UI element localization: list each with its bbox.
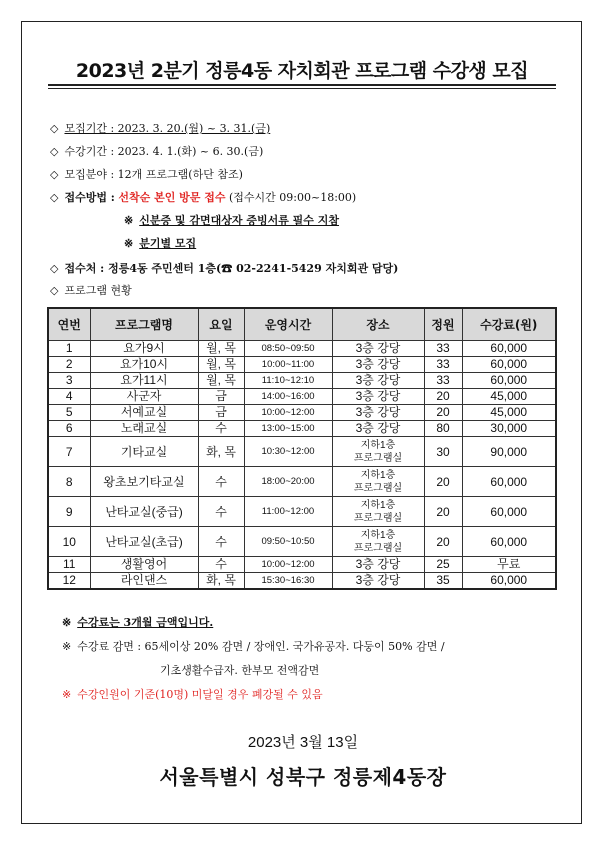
field-line (50, 166, 243, 182)
cell-fee: 60,000 (462, 341, 556, 357)
note-mark: ※ (62, 688, 72, 701)
diamond-bullet: ◇ (50, 284, 59, 297)
diamond-bullet: ◇ (50, 145, 59, 158)
recruit-period: 모집기간 : 2023. 3. 20.(월) ~ 3. 31.(금) (64, 122, 271, 135)
header-time: 운영시간 (244, 308, 332, 341)
diamond-bullet: ◇ (50, 191, 59, 204)
cell-place (332, 437, 424, 467)
cell-day: 수 (198, 557, 244, 573)
cell-name: 요가11시 (90, 373, 198, 389)
cell-capacity: 20 (424, 389, 462, 405)
table-row (48, 437, 556, 467)
cell-time: 14:00~16:00 (244, 389, 332, 405)
table-row (48, 467, 556, 497)
cell-no: 10 (48, 527, 90, 557)
cell-name: 왕초보기타교실 (90, 467, 198, 497)
cell-no: 4 (48, 389, 90, 405)
header-place: 장소 (332, 308, 424, 341)
method-time: (접수시간 09:00~18:00) (229, 191, 357, 204)
table-row (48, 341, 556, 357)
cell-name: 생활영어 (90, 557, 198, 573)
cell-fee: 무료 (462, 557, 556, 573)
cell-capacity: 25 (424, 557, 462, 573)
cell-name: 요가10시 (90, 357, 198, 373)
note-mark: ※ (62, 640, 72, 653)
cell-day: 수 (198, 421, 244, 437)
place-line-1: 지하1층 (360, 439, 396, 451)
cell-no: 5 (48, 405, 90, 421)
cancel-note (62, 686, 323, 702)
method-note-1 (124, 212, 339, 228)
cell-day: 월, 목 (198, 357, 244, 373)
cell-no: 2 (48, 357, 90, 373)
cell-fee: 45,000 (462, 389, 556, 405)
cell-capacity: 80 (424, 421, 462, 437)
cell-fee: 90,000 (462, 437, 556, 467)
cell-no: 9 (48, 497, 90, 527)
cell-fee: 60,000 (462, 497, 556, 527)
cell-day: 금 (198, 405, 244, 421)
cell-name: 기타교실 (90, 437, 198, 467)
cell-capacity: 33 (424, 357, 462, 373)
cell-day: 화, 목 (198, 573, 244, 590)
note-mark: ※ (124, 214, 134, 227)
place-line-2: 프로그램실 (353, 512, 403, 524)
method-label: 접수방법 : (64, 191, 115, 204)
cell-time: 09:50~10:50 (244, 527, 332, 557)
header-capacity: 정원 (424, 308, 462, 341)
cell-capacity: 35 (424, 573, 462, 590)
cell-place: 3층 강당 (332, 421, 424, 437)
diamond-bullet: ◇ (50, 122, 59, 135)
place-line-1: 지하1층 (360, 469, 396, 481)
cell-day: 수 (198, 497, 244, 527)
title-underline (48, 84, 556, 86)
cell-name: 난타교실(중급) (90, 497, 198, 527)
cell-time: 08:50~09:50 (244, 341, 332, 357)
page-title: 2023년 2분기 정릉4동 자치회관 프로그램 수강생 모집 (75, 59, 529, 82)
cell-no: 7 (48, 437, 90, 467)
table-header-row (48, 308, 556, 341)
table-row (48, 527, 556, 557)
cell-day: 수 (198, 467, 244, 497)
cell-fee: 30,000 (462, 421, 556, 437)
course-period: 수강기간 : 2023. 4. 1.(화) ~ 6. 30.(금) (64, 145, 264, 158)
header-day: 요일 (198, 308, 244, 341)
cell-no: 6 (48, 421, 90, 437)
recruit-field: 모집분야 : 12개 프로그램(하단 참조) (64, 168, 243, 181)
place-line-1: 지하1층 (360, 529, 396, 541)
place-line-2: 프로그램실 (353, 452, 403, 464)
cell-no: 12 (48, 573, 90, 590)
cell-place: 3층 강당 (332, 405, 424, 421)
cell-time: 10:00~11:00 (244, 357, 332, 373)
cell-name: 라인댄스 (90, 573, 198, 590)
header-fee: 수강료(원) (462, 308, 556, 341)
discount-note-2: 기초생활수급자. 한부모 전액감면 (160, 664, 320, 677)
cell-capacity: 30 (424, 437, 462, 467)
cell-day: 월, 목 (198, 341, 244, 357)
cell-day: 수 (198, 527, 244, 557)
cell-time: 11:10~12:10 (244, 373, 332, 389)
method-note-2-text: 분기별 모집 (139, 237, 197, 250)
cell-place: 3층 강당 (332, 389, 424, 405)
issue-date: 2023년 3월 13일 (247, 734, 359, 751)
cell-capacity: 33 (424, 341, 462, 357)
cell-capacity: 20 (424, 527, 462, 557)
table-row (48, 497, 556, 527)
table-row (48, 373, 556, 389)
program-table (47, 307, 557, 590)
table-row (48, 557, 556, 573)
reception-office: 접수처 : 정릉4동 주민센터 1층(☎ 02-2241-5429 자치회관 담당) (64, 262, 399, 275)
cancel-text: 수강인원이 기준(10명) 미달일 경우 폐강될 수 있음 (77, 688, 323, 701)
place-line-1: 지하1층 (360, 499, 396, 511)
status-line (50, 282, 132, 298)
cell-time: 18:00~20:00 (244, 467, 332, 497)
cell-time: 10:00~12:00 (244, 557, 332, 573)
cell-fee: 60,000 (462, 373, 556, 389)
office-line (50, 260, 398, 276)
cell-name: 서예교실 (90, 405, 198, 421)
diamond-bullet: ◇ (50, 168, 59, 181)
cell-capacity: 20 (424, 467, 462, 497)
program-status: 프로그램 현황 (64, 284, 132, 297)
cell-time: 13:00~15:00 (244, 421, 332, 437)
cell-name: 난타교실(초급) (90, 527, 198, 557)
cell-fee: 60,000 (462, 467, 556, 497)
cell-time: 15:30~16:30 (244, 573, 332, 590)
table-row (48, 405, 556, 421)
cell-time: 11:00~12:00 (244, 497, 332, 527)
cell-time: 10:30~12:00 (244, 437, 332, 467)
cell-name: 사군자 (90, 389, 198, 405)
table-row (48, 389, 556, 405)
note-mark: ※ (124, 237, 134, 250)
cell-place (332, 497, 424, 527)
method-note-1-text: 신분증 및 감면대상자 증빙서류 필수 지참 (139, 214, 340, 227)
cell-place: 3층 강당 (332, 373, 424, 389)
cell-place: 3층 강당 (332, 573, 424, 590)
method-line (50, 189, 356, 205)
header-name: 프로그램명 (90, 308, 198, 341)
cell-place: 3층 강당 (332, 557, 424, 573)
cell-capacity: 20 (424, 497, 462, 527)
cell-capacity: 33 (424, 373, 462, 389)
cell-no: 1 (48, 341, 90, 357)
cell-capacity: 20 (424, 405, 462, 421)
discount-text-1: 수강료 감면 : 65세이상 20% 감면 / 장애인. 국가유공자. 다둥이 50% 감면 / (77, 640, 445, 653)
issuer: 서울특별시 성북구 정릉제4동장 (159, 765, 447, 789)
course-period-line (50, 143, 263, 159)
header-no: 연번 (48, 308, 90, 341)
place-line-2: 프로그램실 (353, 482, 403, 494)
diamond-bullet: ◇ (50, 262, 59, 275)
fee-period-text: 수강료는 3개월 금액입니다. (77, 616, 214, 629)
method-value: 선착순 본인 방문 접수 (118, 191, 226, 204)
cell-no: 11 (48, 557, 90, 573)
cell-no: 8 (48, 467, 90, 497)
table-row (48, 421, 556, 437)
fee-period-note (62, 614, 213, 630)
method-note-2 (124, 235, 196, 251)
cell-no: 3 (48, 373, 90, 389)
cell-name: 노래교실 (90, 421, 198, 437)
place-line-2: 프로그램실 (353, 542, 403, 554)
table-row (48, 573, 556, 590)
table-row (48, 357, 556, 373)
cell-place: 3층 강당 (332, 341, 424, 357)
cell-place (332, 527, 424, 557)
cell-day: 월, 목 (198, 373, 244, 389)
cell-fee: 45,000 (462, 405, 556, 421)
title-underline-thin (48, 88, 556, 89)
note-mark: ※ (62, 616, 72, 629)
cell-fee: 60,000 (462, 527, 556, 557)
cell-fee: 60,000 (462, 573, 556, 590)
cell-place (332, 467, 424, 497)
cell-day: 금 (198, 389, 244, 405)
discount-note (62, 638, 445, 654)
cell-fee: 60,000 (462, 357, 556, 373)
recruit-period-line (50, 120, 270, 136)
cell-name: 요가9시 (90, 341, 198, 357)
cell-place: 3층 강당 (332, 357, 424, 373)
cell-day: 화, 목 (198, 437, 244, 467)
cell-time: 10:00~12:00 (244, 405, 332, 421)
